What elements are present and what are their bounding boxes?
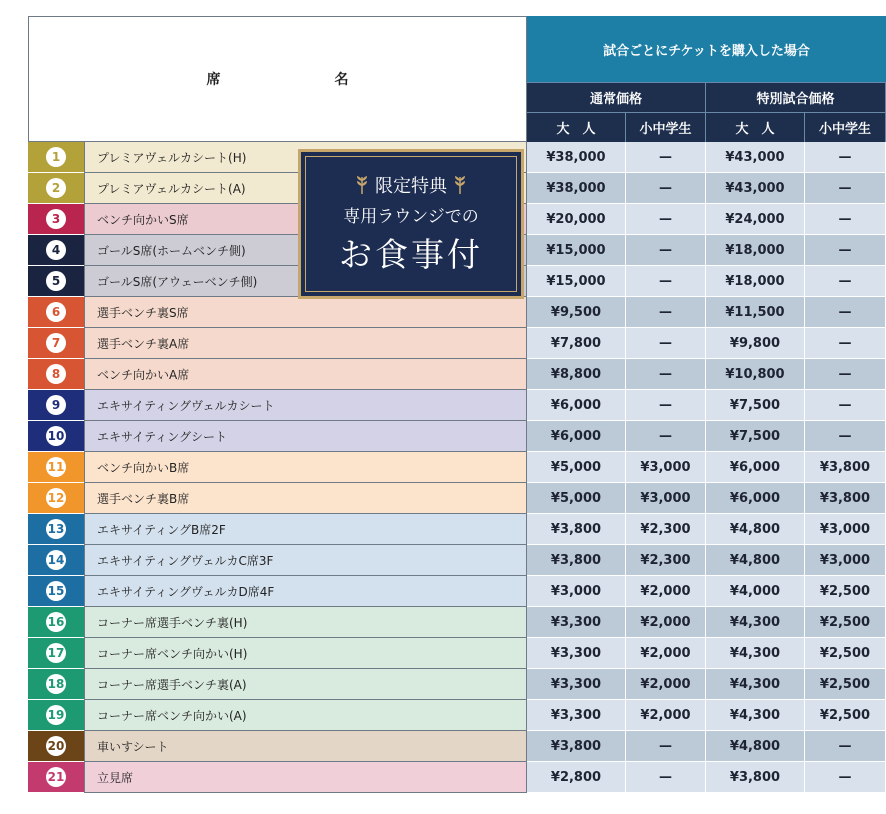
row-number-badge [28,421,84,452]
regular-child-price: ¥2,300 [626,545,706,576]
regular-child-price: ¥2,300 [626,514,706,545]
seat-name: コーナー席ベンチ向かい(A) [84,700,527,731]
special-child-price: — [805,297,886,328]
row-number-badge [28,142,84,173]
seat-name: 選手ベンチ裏A席 [84,328,527,359]
seat-name: コーナー席ベンチ向かい(H) [84,638,527,669]
special-child-price: — [805,142,886,173]
row-number-badge [28,204,84,235]
row-number-badge [28,545,84,576]
seat-name: コーナー席選手ベンチ裏(H) [84,607,527,638]
row-number: 9 [46,395,66,415]
regular-adult-price: ¥38,000 [527,173,626,204]
special-child-price: — [805,421,886,452]
seat-name: 立見席 [84,762,527,793]
regular-adult-price: ¥3,000 [527,576,626,607]
special-child-price: ¥2,500 [805,607,886,638]
regular-child-price: — [626,297,706,328]
seat-name: エキサイティングB席2F [84,514,527,545]
special-adult-price: ¥4,000 [706,576,805,607]
row-number-badge [28,731,84,762]
special-child-price: ¥3,000 [805,545,886,576]
row-number: 19 [46,705,66,725]
purchase-type-header: 試合ごとにチケットを購入した場合 [527,16,886,82]
regular-price-header: 通常価格 [527,82,706,112]
regular-child-price: — [626,421,706,452]
row-number-badge [28,452,84,483]
seat-name: エキサイティングヴェルカC席3F [84,545,527,576]
row-number: 15 [46,581,66,601]
row-number: 21 [46,767,66,787]
seat-name: エキサイティングヴェルカシート [84,390,527,421]
regular-child-price: ¥2,000 [626,669,706,700]
regular-child-price: — [626,204,706,235]
special-child-price: — [805,359,886,390]
regular-child-price: ¥2,000 [626,607,706,638]
regular-adult-price: ¥3,800 [527,545,626,576]
regular-child-price: — [626,762,706,793]
seat-name: ベンチ向かいB席 [84,452,527,483]
row-number: 2 [46,178,66,198]
special-child-price: ¥3,800 [805,483,886,514]
row-number: 4 [46,240,66,260]
row-number-badge [28,607,84,638]
special-child-price: ¥2,500 [805,669,886,700]
special-adult-price: ¥43,000 [706,173,805,204]
row-number: 17 [46,643,66,663]
banner-title: 限定特典 [375,176,447,197]
special-child-price: — [805,235,886,266]
regular-adult-price: ¥6,000 [527,390,626,421]
regular-adult-price: ¥3,300 [527,607,626,638]
regular-child-header: 小中学生 [626,112,706,142]
row-number: 12 [46,488,66,508]
special-adult-price: ¥3,800 [706,762,805,793]
row-number: 11 [46,457,66,477]
row-number-badge [28,700,84,731]
row-number-badge [28,173,84,204]
special-child-price: — [805,328,886,359]
regular-adult-price: ¥3,300 [527,700,626,731]
regular-adult-price: ¥15,000 [527,235,626,266]
special-adult-price: ¥4,800 [706,731,805,762]
regular-adult-price: ¥5,000 [527,452,626,483]
row-number-badge [28,297,84,328]
regular-adult-price: ¥9,500 [527,297,626,328]
row-number: 13 [46,519,66,539]
regular-adult-price: ¥20,000 [527,204,626,235]
regular-child-price: — [626,173,706,204]
row-number: 18 [46,674,66,694]
seat-name: 選手ベンチ裏B席 [84,483,527,514]
special-adult-price: ¥43,000 [706,142,805,173]
row-number: 10 [46,426,66,446]
regular-child-price: ¥2,000 [626,700,706,731]
special-child-price: — [805,266,886,297]
regular-child-price: — [626,731,706,762]
regular-adult-price: ¥3,800 [527,731,626,762]
regular-child-price: — [626,359,706,390]
seat-name: プレミアヴェルカシート(A) [84,173,527,204]
regular-adult-price: ¥5,000 [527,483,626,514]
price-table [28,16,886,808]
seat-name: ベンチ向かいS席 [84,204,527,235]
seat-name: ベンチ向かいA席 [84,359,527,390]
special-adult-price: ¥6,000 [706,452,805,483]
regular-child-price: ¥2,000 [626,576,706,607]
special-adult-price: ¥10,800 [706,359,805,390]
lounge-benefit-banner [298,149,524,299]
special-adult-price: ¥7,500 [706,390,805,421]
row-number-badge [28,514,84,545]
row-number: 1 [46,147,66,167]
special-price-header: 特別試合価格 [706,82,886,112]
seat-name: エキサイティングヴェルカD席4F [84,576,527,607]
wheat-left-icon [355,175,369,195]
row-number: 5 [46,271,66,291]
row-number: 20 [46,736,66,756]
regular-adult-price: ¥38,000 [527,142,626,173]
special-adult-price: ¥11,500 [706,297,805,328]
regular-adult-price: ¥3,300 [527,669,626,700]
regular-child-price: — [626,328,706,359]
regular-child-price: ¥3,000 [626,452,706,483]
regular-child-price: — [626,266,706,297]
row-number: 14 [46,550,66,570]
special-adult-header: 大 人 [706,112,805,142]
special-adult-price: ¥7,500 [706,421,805,452]
seat-name: プレミアヴェルカシート(H) [84,142,527,173]
special-child-header: 小中学生 [805,112,886,142]
seat-name: ゴールS席(アウェーベンチ側) [84,266,527,297]
regular-child-price: ¥2,000 [626,638,706,669]
regular-child-price: ¥3,000 [626,483,706,514]
special-adult-price: ¥4,800 [706,514,805,545]
special-child-price: ¥2,500 [805,700,886,731]
special-child-price: ¥3,800 [805,452,886,483]
special-child-price: — [805,731,886,762]
row-number: 3 [46,209,66,229]
regular-adult-price: ¥6,000 [527,421,626,452]
row-number-badge [28,483,84,514]
special-adult-price: ¥4,300 [706,700,805,731]
seat-name: 車いすシート [84,731,527,762]
special-child-price: ¥2,500 [805,576,886,607]
wheat-right-icon [453,175,467,195]
row-number-badge [28,328,84,359]
row-number: 8 [46,364,66,384]
special-adult-price: ¥4,300 [706,669,805,700]
special-adult-price: ¥4,800 [706,545,805,576]
regular-adult-price: ¥8,800 [527,359,626,390]
special-child-price: ¥2,500 [805,638,886,669]
special-child-price: — [805,173,886,204]
row-number-badge [28,669,84,700]
seat-name-header: 席 名 [28,16,527,142]
regular-child-price: — [626,142,706,173]
seat-name: 選手ベンチ裏S席 [84,297,527,328]
special-adult-price: ¥4,300 [706,607,805,638]
special-adult-price: ¥18,000 [706,235,805,266]
row-number: 7 [46,333,66,353]
regular-adult-price: ¥3,800 [527,514,626,545]
seat-name: エキサイティングシート [84,421,527,452]
row-number-badge [28,762,84,793]
banner-subtitle: 専用ラウンジでの [343,207,479,227]
banner-headline: お食事付 [339,235,483,274]
special-child-price: ¥3,000 [805,514,886,545]
regular-adult-price: ¥7,800 [527,328,626,359]
row-number-badge [28,235,84,266]
row-number: 6 [46,302,66,322]
special-adult-price: ¥24,000 [706,204,805,235]
special-child-price: — [805,204,886,235]
row-number-badge [28,638,84,669]
regular-adult-price: ¥3,300 [527,638,626,669]
seat-name: コーナー席選手ベンチ裏(A) [84,669,527,700]
row-number: 16 [46,612,66,632]
seat-name: ゴールS席(ホームベンチ側) [84,235,527,266]
regular-adult-price: ¥2,800 [527,762,626,793]
special-child-price: — [805,390,886,421]
row-number-badge [28,266,84,297]
row-number-badge [28,359,84,390]
regular-adult-price: ¥15,000 [527,266,626,297]
regular-child-price: — [626,235,706,266]
row-number-badge [28,576,84,607]
row-number-badge [28,390,84,421]
special-adult-price: ¥9,800 [706,328,805,359]
special-child-price: — [805,762,886,793]
regular-child-price: — [626,390,706,421]
special-adult-price: ¥18,000 [706,266,805,297]
regular-adult-header: 大 人 [527,112,626,142]
special-adult-price: ¥6,000 [706,483,805,514]
special-adult-price: ¥4,300 [706,638,805,669]
